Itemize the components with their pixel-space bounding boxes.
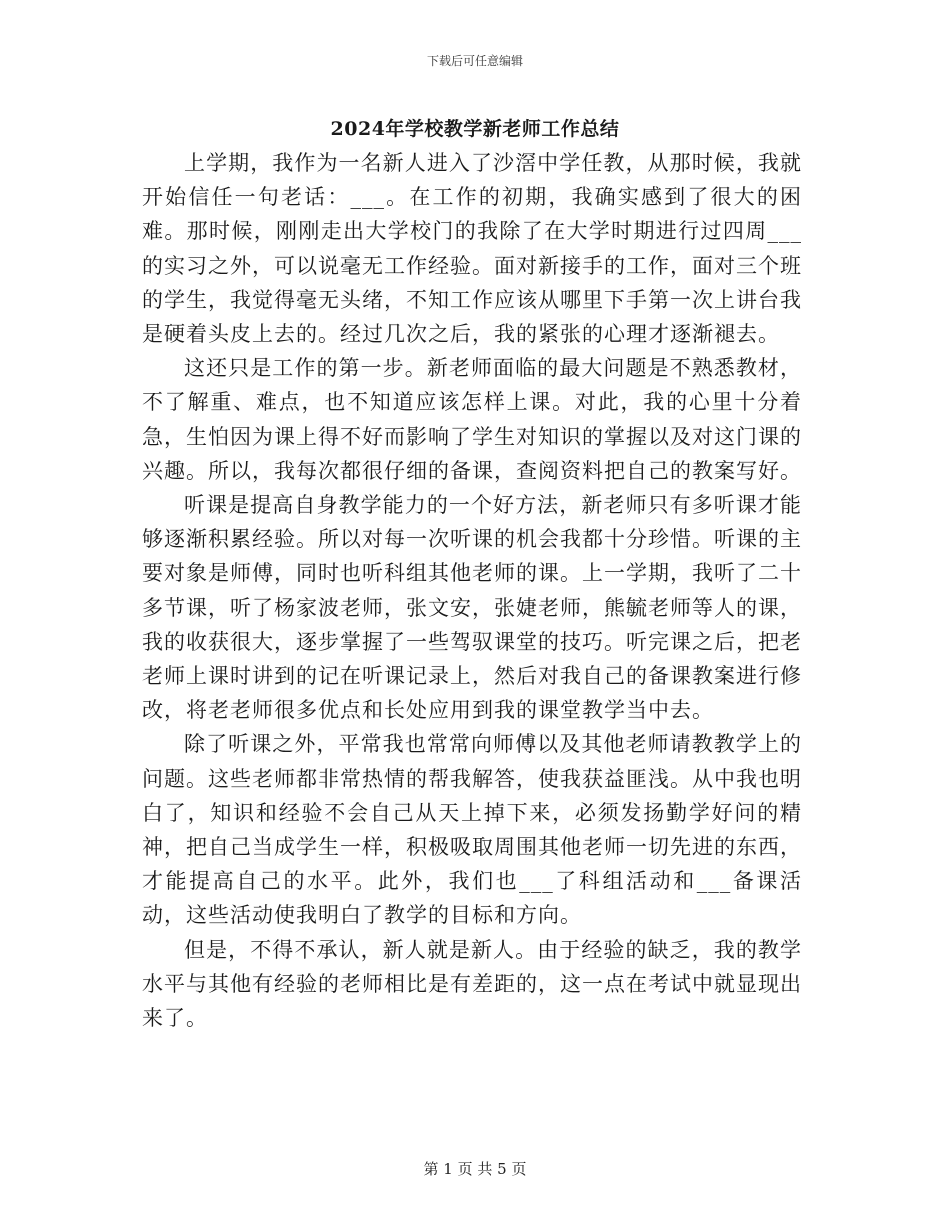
document-body [142, 146, 802, 1035]
paragraph: 但是，不得不承认，新人就是新人。由于经验的缺乏，我的教学水平与其他有经验的老师相比是有差距的，这一点在考试中就显现出来了。 [142, 937, 802, 1031]
paragraph: 上学期，我作为一名新人进入了沙滘中学任教，从那时候，我就开始信任一句老话：___。在工作的初期，我确实感到了很大的困难。那时候，刚刚走出大学校门的我除了在大学时期进行过四周___的实习之外，可以说毫无工作经验。面对新接手的工作，面对三个班的学生，我觉得毫无头绪，不知工作应该从哪里下手第一次上讲台我是硬着头皮上去的。经过几次之后，我的紧张的心理才逐渐褪去。 [142, 151, 802, 347]
paragraph: 除了听课之外，平常我也常常向师傅以及其他老师请教教学上的问题。这些老师都非常热情的帮我解答，使我获益匪浅。从中我也明白了，知识和经验不会自己从天上掉下来，必须发扬勤学好问的精神，把自己当成学生一样，积极吸取周围其他老师一切先进的东西，才能提高自己的水平。此外，我们也___了科组活动和___备课活动，这些活动使我明白了教学的目标和方向。 [142, 732, 802, 928]
document-title: 2024年学校教学新老师工作总结 [330, 118, 620, 140]
page-number-footer: 第 1 页 共 5 页 [423, 1160, 527, 1178]
header-note: 下载后可任意编辑 [426, 54, 523, 68]
paragraph: 听课是提高自身教学能力的一个好方法，新老师只有多听课才能够逐渐积累经验。所以对每一次听课的机会我都十分珍惜。听课的主要对象是师傅，同时也听科组其他老师的课。上一学期，我听了二十多节课，听了杨家波老师，张文安，张婕老师，熊毓老师等人的课，我的收获很大，逐步掌握了一些驾驭课堂的技巧。听完课之后，把老老师上课时讲到的记在听课记录上，然后对我自己的备课教案进行修改，将老老师很多优点和长处应用到我的课堂教学当中去。 [142, 493, 802, 723]
paragraph: 这还只是工作的第一步。新老师面临的最大问题是不熟悉教材，不了解重、难点，也不知道应该怎样上课。对此，我的心里十分着急，生怕因为课上得不好而影响了学生对知识的掌握以及对这门课的兴趣。所以，我每次都很仔细的备课，查阅资料把自己的教案写好。 [142, 356, 802, 483]
